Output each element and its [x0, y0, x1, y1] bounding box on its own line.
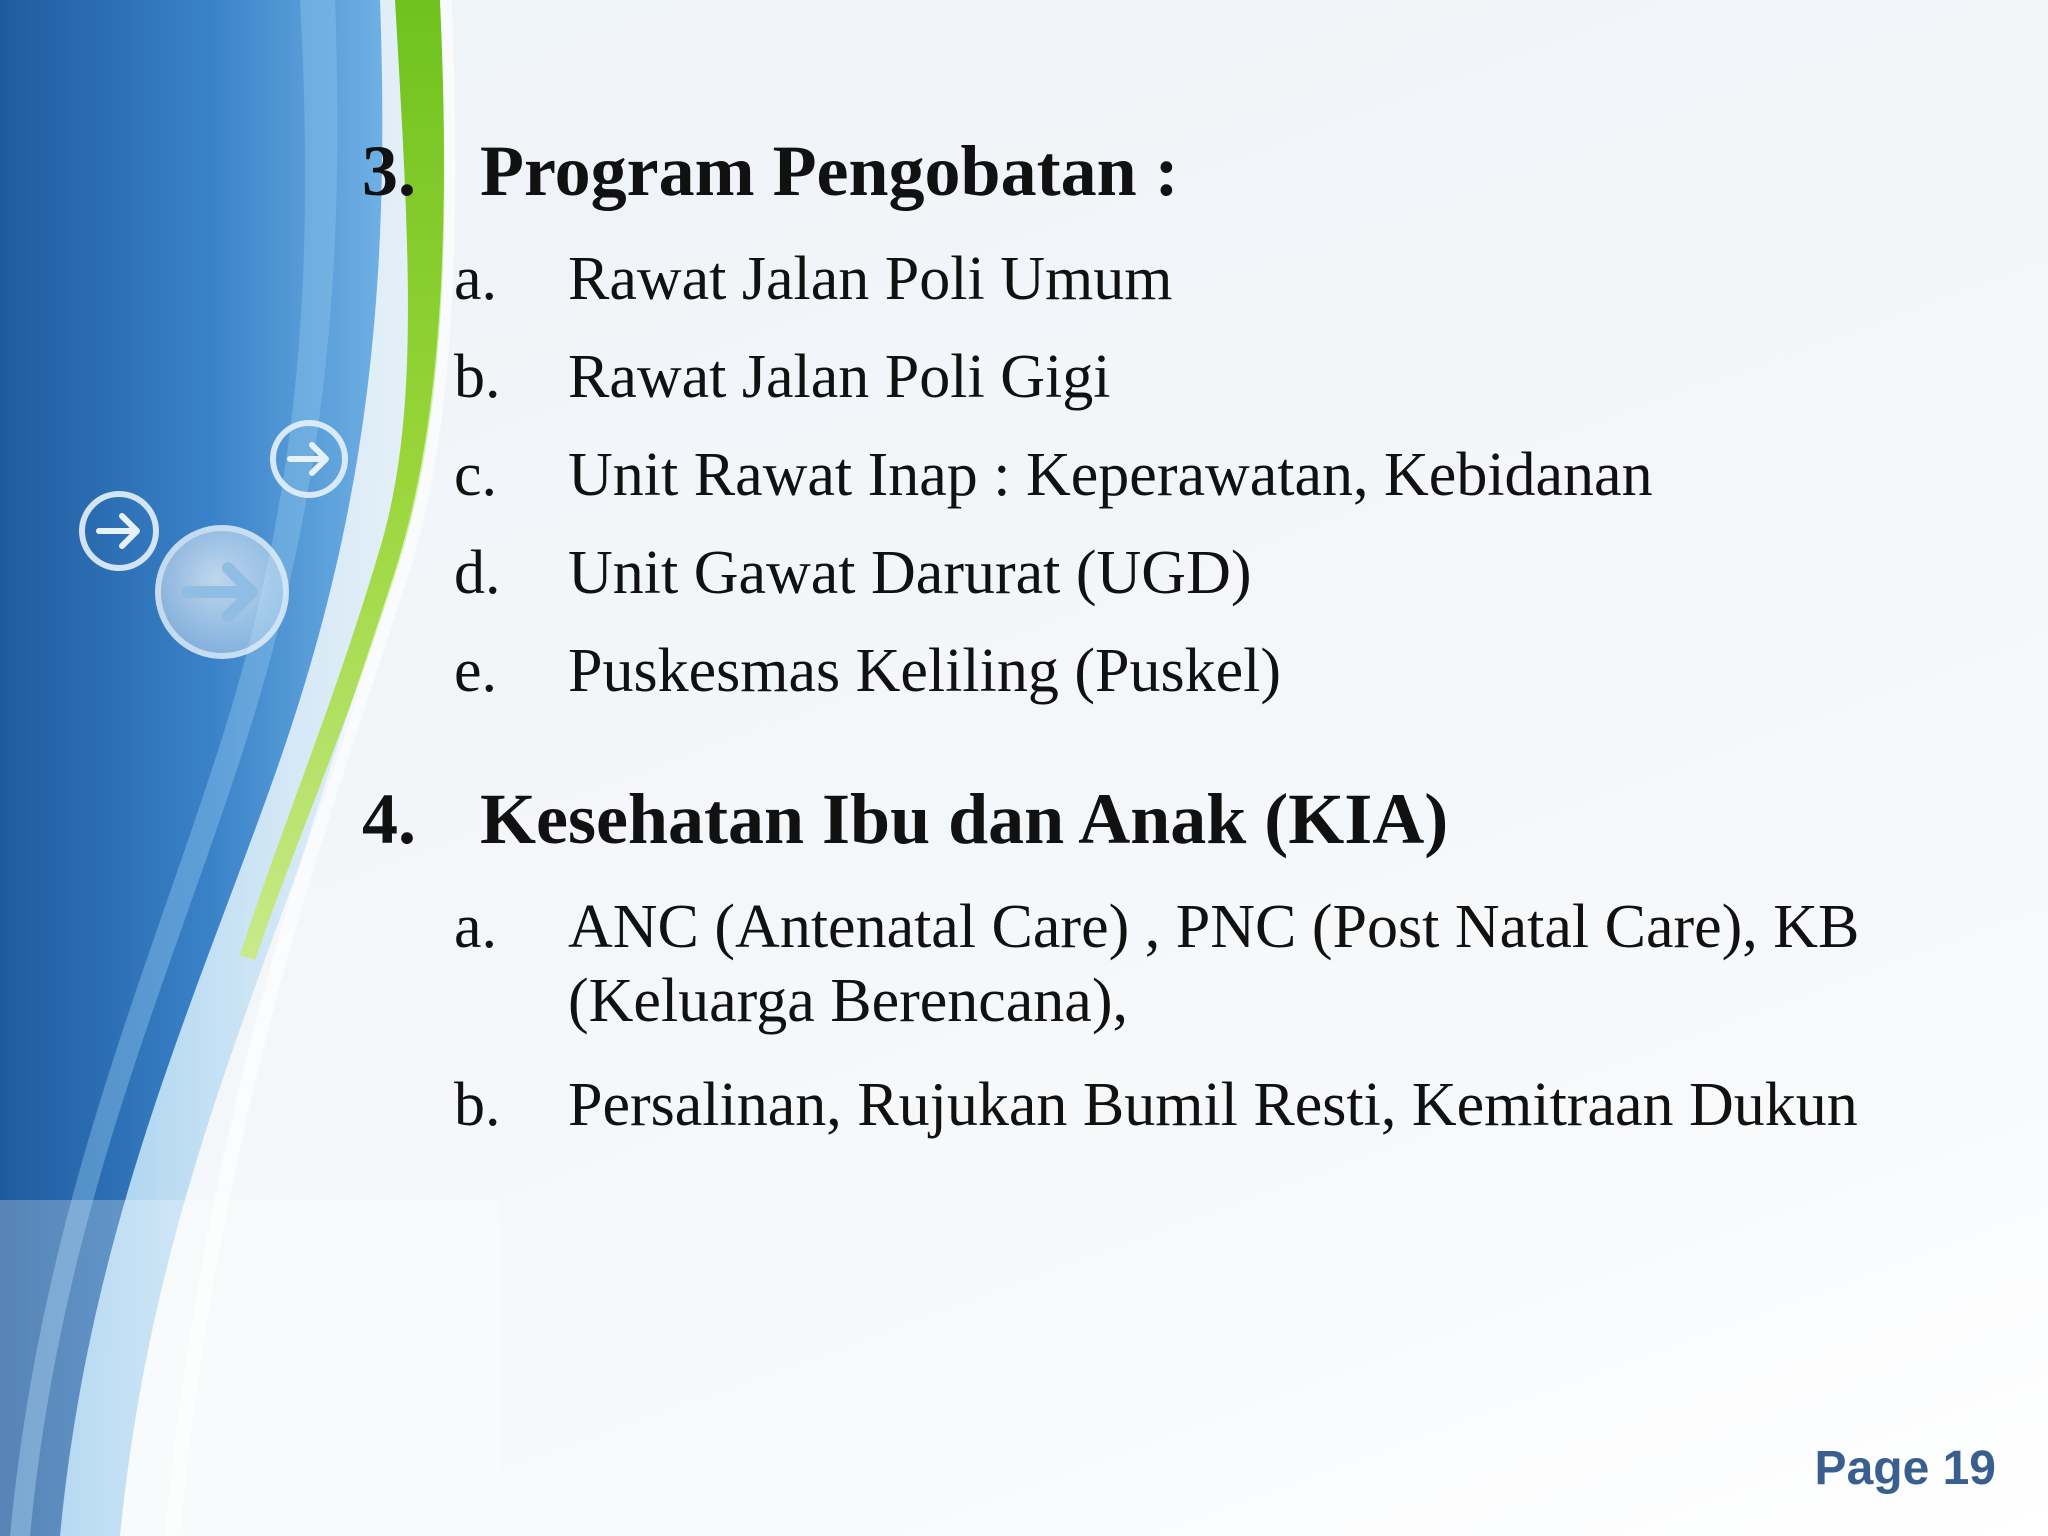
list-item-text: ANC (Antenatal Care) , PNC (Post Natal Care), KB (Keluarga Berencana),	[568, 893, 1860, 1036]
page-number: Page 19	[1814, 1442, 1996, 1495]
list-item	[454, 438, 1653, 512]
list-item-text: Unit Rawat Inap : Keperawatan, Kebidanan	[568, 441, 1653, 509]
section-title-text: Kesehatan Ibu dan Anak (KIA)	[480, 779, 1449, 859]
list-item-letter: a.	[454, 893, 498, 961]
list-item-text: Unit Gawat Darurat (UGD)	[568, 539, 1252, 607]
list-item-letter: b.	[454, 343, 501, 411]
list-item	[454, 536, 1251, 610]
list-item-letter: c.	[454, 441, 498, 509]
list-item	[454, 242, 1172, 316]
list-item-text: Persalinan, Rujukan Bumil Resti, Kemitraan Dukun	[568, 1071, 1858, 1139]
list-item	[454, 634, 1281, 708]
section-number: 3.	[362, 131, 416, 211]
section-title-text: Program Pengobatan :	[480, 131, 1179, 211]
list-item-letter: b.	[454, 1071, 501, 1139]
list-item-letter: a.	[454, 245, 498, 313]
list-item	[454, 1068, 1858, 1142]
section-title	[362, 780, 1448, 859]
section-title	[362, 132, 1179, 211]
list-item	[454, 890, 1994, 1039]
list-item	[454, 340, 1110, 414]
section-number: 4.	[362, 779, 416, 859]
list-item-text: Puskesmas Keliling (Puskel)	[568, 637, 1281, 705]
list-item-letter: e.	[454, 637, 498, 705]
list-item-text: Rawat Jalan Poli Gigi	[568, 343, 1111, 411]
list-item-text: Rawat Jalan Poli Umum	[568, 245, 1173, 313]
list-item-letter: d.	[454, 539, 501, 607]
